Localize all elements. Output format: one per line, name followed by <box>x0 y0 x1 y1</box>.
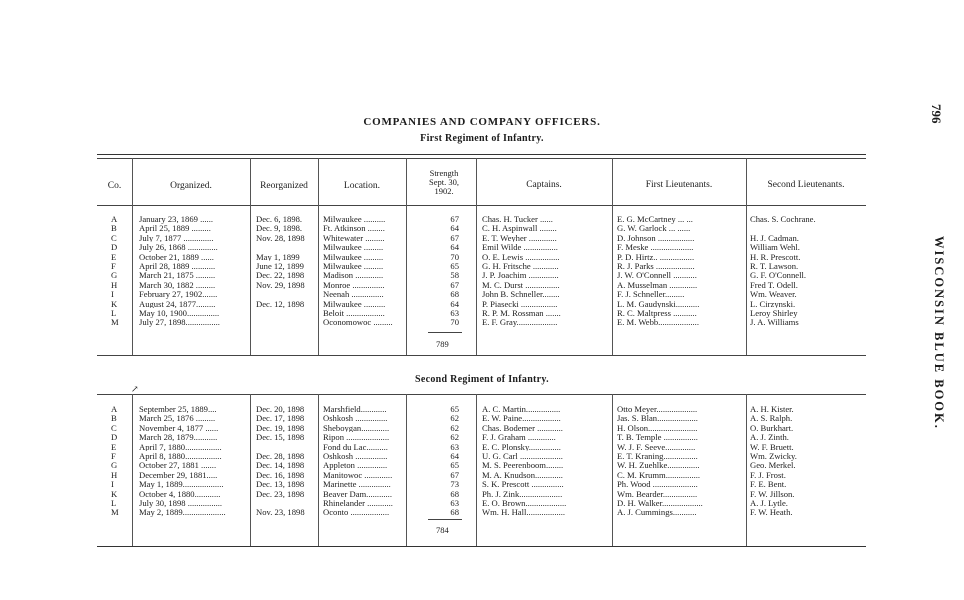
table-2-bottom-rule <box>97 546 866 547</box>
cell-co: I <box>111 480 114 489</box>
cell-reorganized: Nov. 28, 1898 <box>256 233 305 243</box>
cell-first_lt: L. M. Gaudynski........... <box>617 299 700 309</box>
cell-first_lt: D. H. Walker................... <box>617 499 703 508</box>
cell-co: A <box>111 215 118 224</box>
cell-organized: July 30, 1898 ................ <box>139 499 223 508</box>
cell-organized: March 30, 1882 ......... <box>139 280 216 290</box>
cell-organized: March 21, 1875 ......... <box>139 271 216 280</box>
cell-location: Rhinelander ............ <box>323 499 393 508</box>
header-location: Location. <box>343 181 381 191</box>
cell-strength: 62 <box>450 414 459 423</box>
cell-first_lt: A. Musselman ............. <box>617 280 698 290</box>
regiment-2-total-strength: 784 <box>436 525 449 535</box>
cell-second_lt: A. H. Kister. <box>750 405 794 414</box>
cell-second_lt: F. W. Jillson. <box>750 489 795 499</box>
cell-reorganized: Dec. 15, 1898 <box>256 433 305 442</box>
cell-first_lt: H. Olson....................... <box>617 423 698 433</box>
table-row <box>0 508 964 517</box>
cell-co: E <box>111 252 117 262</box>
cell-strength: 73 <box>450 480 459 489</box>
cell-location: Ripon .................... <box>323 433 390 442</box>
cell-captain: P. Piasecki ................. <box>482 299 558 309</box>
cell-strength: 65 <box>450 461 459 470</box>
cell-organized: July 26, 1868 .............. <box>139 243 218 252</box>
cell-captain: G. H. Fritsche ............ <box>482 262 559 271</box>
cell-organized: May 10, 1900............... <box>139 309 220 318</box>
table-row <box>0 243 964 252</box>
cell-location: Neenah ............... <box>323 290 384 299</box>
cell-co: M <box>111 508 119 517</box>
cell-reorganized: Nov. 29, 1898 <box>256 280 305 290</box>
cell-captain: E. F. Gray................... <box>482 318 558 327</box>
cell-co: K <box>111 299 118 309</box>
cell-organized: March 25, 1876 ......... <box>139 414 216 423</box>
table-row <box>0 318 964 327</box>
cell-second_lt: F. E. Bent. <box>750 480 787 489</box>
cell-reorganized: May 1, 1899 <box>256 252 300 262</box>
header-first-lieutenants: First Lieutenants. <box>645 180 713 190</box>
cell-co: F <box>111 262 116 271</box>
cell-organized: January 23, 1869 ...... <box>139 215 213 224</box>
cell-reorganized: Dec. 19, 1898 <box>256 423 305 433</box>
arrow-mark-icon: ↗ <box>131 384 139 394</box>
cell-location: Fond du Lac.......... <box>323 442 388 452</box>
cell-strength: 64 <box>450 224 459 233</box>
cell-reorganized: Dec. 9, 1898. <box>256 224 303 233</box>
cell-co: L <box>111 499 117 508</box>
cell-strength: 67 <box>450 280 459 290</box>
table-1-bottom-rule <box>97 355 866 356</box>
cell-co: D <box>111 243 118 252</box>
cell-second_lt: A. S. Ralph. <box>750 414 793 423</box>
strength-sum-rule <box>428 332 462 333</box>
cell-captain: M. C. Durst ................ <box>482 280 560 290</box>
cell-first_lt: R. C. Maltpress ........... <box>617 309 697 318</box>
cell-captain: E. O. Brown................... <box>482 499 567 508</box>
cell-second_lt: Geo. Merkel. <box>750 461 796 470</box>
table-row <box>0 215 964 224</box>
table-row <box>0 471 964 480</box>
cell-first_lt: F. J. Schneller......... <box>617 290 685 299</box>
cell-captain: Ph. J. Zink.................... <box>482 489 563 499</box>
table-row <box>0 480 964 489</box>
cell-co: B <box>111 224 117 233</box>
cell-location: Oconto .................. <box>323 508 390 517</box>
table-row <box>0 271 964 280</box>
cell-second_lt: H. R. Prescott. <box>750 252 801 262</box>
cell-reorganized: Dec. 23, 1898 <box>256 489 305 499</box>
cell-second_lt: Chas. S. Cochrane. <box>750 215 816 224</box>
cell-captain: E. W. Paine.................. <box>482 414 561 423</box>
cell-location: Beloit .................. <box>323 309 385 318</box>
cell-second_lt: A. J. Zinth. <box>750 433 789 442</box>
cell-location: Milwaukee ......... <box>323 252 384 262</box>
cell-second_lt: G. F. O'Connell. <box>750 271 807 280</box>
table-row <box>0 499 964 508</box>
table-2-top-rule <box>97 394 866 395</box>
cell-co: B <box>111 414 117 423</box>
header-reorganized: Reorganized <box>260 181 308 191</box>
cell-first_lt: E. G. McCartney ... ... <box>617 215 693 224</box>
cell-location: Oconomowoc ......... <box>323 318 393 327</box>
cell-co: K <box>111 489 118 499</box>
cell-co: G <box>111 271 118 280</box>
cell-strength: 62 <box>450 423 459 433</box>
cell-organized: April 28, 1889 ........... <box>139 262 216 271</box>
cell-first_lt: G. W. Garlock ... ...... <box>617 224 691 233</box>
cell-first_lt: Wm. Bearder................ <box>617 489 698 499</box>
cell-captain: M. S. Peerenboom........ <box>482 461 564 470</box>
cell-first_lt: J. W. O'Connell ........... <box>617 271 697 280</box>
cell-captain: Chas. Bodemer ............ <box>482 423 563 433</box>
cell-organized: October 27, 1881 ....... <box>139 461 217 470</box>
cell-reorganized: Dec. 6, 1898. <box>256 215 303 224</box>
cell-second_lt: Wm. Weaver. <box>750 290 797 299</box>
cell-organized: April 25, 1889 ......... <box>139 224 211 233</box>
cell-co: E <box>111 442 117 452</box>
cell-second_lt: F. J. Frost. <box>750 470 786 480</box>
cell-first_lt: Otto Meyer................... <box>617 405 698 414</box>
cell-organized: August 24, 1877......... <box>139 299 216 309</box>
cell-location: Milwaukee .......... <box>323 299 386 309</box>
regiment-2-heading: Second Regiment of Infantry. <box>415 374 549 385</box>
cell-organized: October 21, 1889 ...... <box>139 252 214 262</box>
cell-organized: December 29, 1881..... <box>139 470 218 480</box>
table-row <box>0 300 964 309</box>
cell-captain: R. P. M. Rossman ....... <box>482 309 561 318</box>
cell-co: F <box>111 452 116 461</box>
cell-reorganized: Nov. 23, 1898 <box>256 508 305 517</box>
cell-reorganized: Dec. 17, 1898 <box>256 414 305 423</box>
cell-organized: July 7, 1877 .............. <box>139 233 214 243</box>
cell-second_lt: William Wehl. <box>750 243 800 252</box>
cell-first_lt: W. H. Zuehlke............... <box>617 461 700 470</box>
cell-location: Oshkosh ............... <box>323 414 388 423</box>
cell-strength: 67 <box>450 470 459 480</box>
cell-captain: Wm. H. Hall.................. <box>482 508 566 517</box>
cell-co: H <box>111 280 118 290</box>
cell-reorganized: Dec. 16, 1898 <box>256 470 305 480</box>
cell-captain: Emil Wilde ................ <box>482 243 558 252</box>
cell-co: H <box>111 470 118 480</box>
cell-captain: M. A. Knudson............. <box>482 470 563 480</box>
cell-second_lt: Fred T. Odell. <box>750 280 798 290</box>
regiment-1-table <box>0 215 964 330</box>
table-top-rule-thin <box>97 158 866 159</box>
cell-co: A <box>111 405 118 414</box>
cell-strength: 63 <box>450 442 459 452</box>
cell-location: Milwaukee .......... <box>323 215 386 224</box>
cell-strength: 68 <box>450 508 459 517</box>
cell-reorganized: Dec. 13, 1898 <box>256 480 305 489</box>
cell-second_lt: W. F. Bruett. <box>750 442 794 452</box>
cell-reorganized: Dec. 28, 1898 <box>256 452 305 461</box>
cell-reorganized: Dec. 14, 1898 <box>256 461 305 470</box>
cell-captain: F. J. Graham ............. <box>482 433 556 442</box>
table-row <box>0 490 964 499</box>
cell-strength: 63 <box>450 499 459 508</box>
cell-second_lt: H. J. Cadman. <box>750 233 799 243</box>
running-head-title: WISCONSIN BLUE BOOK. <box>932 236 946 430</box>
cell-second_lt: O. Burkhart. <box>750 423 794 433</box>
cell-first_lt: A. J. Cummings........... <box>617 508 697 517</box>
cell-first_lt: E. T. Kraning................ <box>617 452 698 461</box>
regiment-1-heading: First Regiment of Infantry. <box>420 133 544 144</box>
cell-strength: 68 <box>450 489 459 499</box>
cell-captain: C. H. Aspinwall ........ <box>482 224 557 233</box>
table-row <box>0 452 964 461</box>
cell-organized: October 4, 1880............ <box>139 489 221 499</box>
cell-first_lt: R. J. Parks .................. <box>617 262 695 271</box>
cell-captain: J. P. Joachim .............. <box>482 271 559 280</box>
cell-first_lt: Ph. Wood ..................... <box>617 480 698 489</box>
table-row <box>0 424 964 433</box>
cell-location: Beaver Dam............ <box>323 489 392 499</box>
cell-first_lt: W. J. F. Seeve.............. <box>617 442 696 452</box>
cell-co: L <box>111 309 117 318</box>
cell-co: C <box>111 233 117 243</box>
table-row <box>0 461 964 470</box>
table-row <box>0 290 964 299</box>
cell-location: Monroe ............... <box>323 280 385 290</box>
cell-strength: 70 <box>450 318 459 327</box>
table-row <box>0 281 964 290</box>
cell-captain: U. G. Carl .................... <box>482 452 563 461</box>
header-captains: Captains. <box>526 180 562 190</box>
cell-reorganized: Dec. 22, 1898 <box>256 271 305 280</box>
cell-location: Appleton .............. <box>323 461 388 470</box>
cell-captain: John B. Schneller........ <box>482 290 560 299</box>
page-title: COMPANIES AND COMPANY OFFICERS. <box>363 116 601 128</box>
cell-reorganized: Dec. 20, 1898 <box>256 405 305 414</box>
cell-captain: S. K. Prescott ............... <box>482 480 564 489</box>
cell-strength: 65 <box>450 405 459 414</box>
cell-first_lt: D. Johnson ................. <box>617 233 695 243</box>
cell-strength: 68 <box>450 290 459 299</box>
cell-reorganized: June 12, 1899 <box>256 262 304 271</box>
cell-captain: E. T. Weyher ............. <box>482 233 557 243</box>
cell-location: Ft. Atkinson ........ <box>323 224 385 233</box>
header-second-lieutenants: Second Lieutenants. <box>767 180 845 190</box>
cell-co: G <box>111 461 118 470</box>
table-top-rule <box>97 154 866 155</box>
cell-organized: September 25, 1889.... <box>139 405 217 414</box>
cell-location: Madison ............. <box>323 271 384 280</box>
cell-second_lt: L. Cirzynski. <box>750 299 796 309</box>
cell-strength: 67 <box>450 215 459 224</box>
cell-organized: May 1, 1889................... <box>139 480 224 489</box>
regiment-2-table <box>0 405 964 520</box>
cell-strength: 67 <box>450 233 459 243</box>
cell-strength: 70 <box>450 252 459 262</box>
table-row <box>0 443 964 452</box>
cell-co: C <box>111 423 117 433</box>
cell-location: Marinette ............... <box>323 480 391 489</box>
cell-strength: 65 <box>450 262 459 271</box>
cell-organized: November 4, 1877 ...... <box>139 423 219 433</box>
cell-second_lt: F. W. Heath. <box>750 508 793 517</box>
cell-co: I <box>111 290 114 299</box>
cell-first_lt: T. B. Temple ................ <box>617 433 698 442</box>
cell-location: Sheboygan............. <box>323 423 390 433</box>
table-row <box>0 253 964 262</box>
cell-second_lt: Leroy Shirley <box>750 309 798 318</box>
cell-location: Manitowoc ............. <box>323 470 393 480</box>
cell-reorganized: Dec. 12, 1898 <box>256 299 305 309</box>
cell-location: Milwaukee ......... <box>323 262 384 271</box>
cell-co: D <box>111 433 118 442</box>
cell-first_lt: F. Meske .................... <box>617 243 694 252</box>
cell-first_lt: C. M. Krumm................ <box>617 470 701 480</box>
table-row <box>0 234 964 243</box>
page-number: 796 <box>929 104 944 124</box>
cell-strength: 64 <box>450 452 459 461</box>
cell-location: Oshkosh ............... <box>323 452 388 461</box>
cell-organized: February 27, 1902....... <box>139 290 218 299</box>
header-bottom-rule <box>97 205 866 206</box>
cell-captain: Chas. H. Tucker ...... <box>482 215 553 224</box>
cell-first_lt: Jas. S. Blan................... <box>617 414 698 423</box>
table-row <box>0 405 964 414</box>
cell-location: Milwaukee ......... <box>323 243 384 252</box>
cell-captain: E. C. Plonsky............... <box>482 442 561 452</box>
cell-strength: 64 <box>450 299 459 309</box>
cell-organized: May 2, 1889.................... <box>139 508 226 517</box>
strength-sum-rule <box>428 519 462 520</box>
table-row <box>0 414 964 423</box>
cell-second_lt: J. A. Williams <box>750 318 799 327</box>
cell-second_lt: Wm. Zwicky. <box>750 452 797 461</box>
table-row <box>0 309 964 318</box>
cell-location: Whitewater ......... <box>323 233 385 243</box>
cell-first_lt: P. D. Hirtz.. ................ <box>617 252 695 262</box>
cell-organized: April 8, 1880................. <box>139 452 222 461</box>
header-strength: Strength Sept. 30, 1902. <box>429 168 459 196</box>
header-organized: Organized. <box>170 181 212 191</box>
cell-first_lt: E. M. Webb................... <box>617 318 699 327</box>
cell-organized: March 28, 1879........... <box>139 433 218 442</box>
cell-second_lt: A. J. Lytle. <box>750 499 788 508</box>
table-row <box>0 262 964 271</box>
table-row <box>0 433 964 442</box>
regiment-1-total-strength: 789 <box>436 339 449 349</box>
cell-strength: 63 <box>450 309 459 318</box>
cell-strength: 64 <box>450 243 459 252</box>
table-row <box>0 224 964 233</box>
cell-strength: 58 <box>450 271 459 280</box>
cell-strength: 62 <box>450 433 459 442</box>
header-co: Co. <box>107 181 122 191</box>
cell-captain: O. E. Lewis ................ <box>482 252 560 262</box>
cell-second_lt: R. T. Lawson. <box>750 262 799 271</box>
cell-co: M <box>111 318 119 327</box>
cell-organized: July 27, 1898................ <box>139 318 220 327</box>
cell-captain: A. C. Martin................ <box>482 405 561 414</box>
cell-organized: April 7, 1880................. <box>139 442 222 452</box>
cell-location: Marshfield............ <box>323 405 387 414</box>
